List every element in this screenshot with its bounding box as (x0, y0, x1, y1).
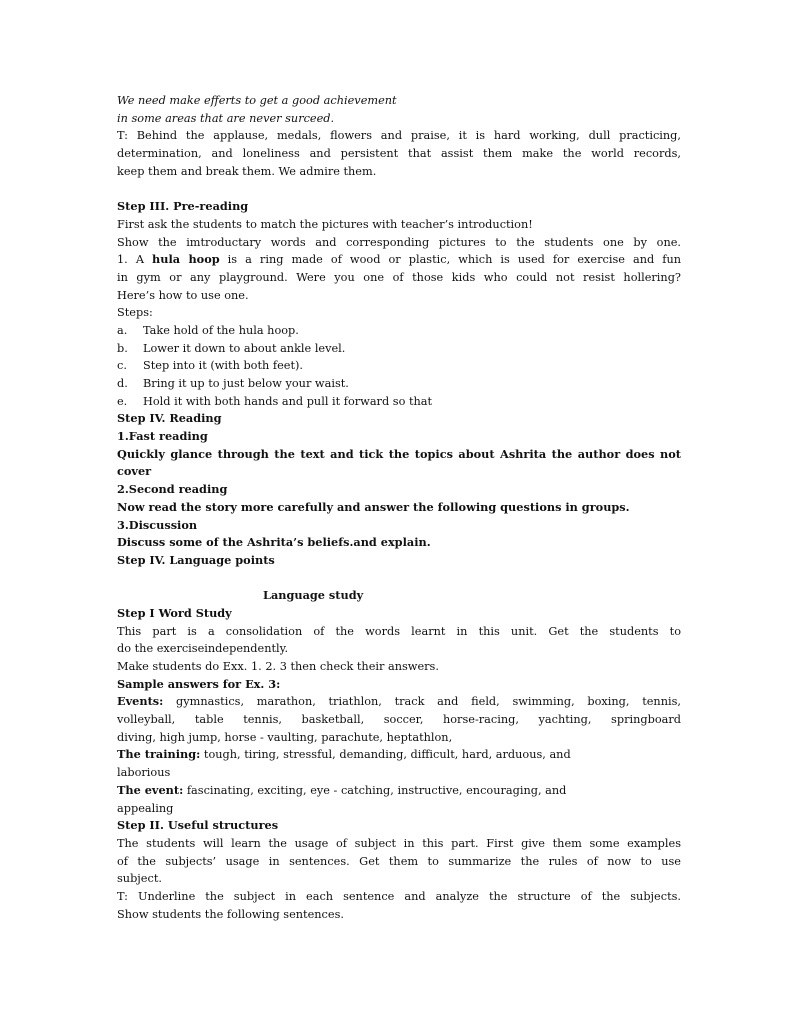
word-study-heading: Step I Word Study (117, 605, 232, 620)
step-letter: c. (117, 359, 127, 373)
step-letter: a. (117, 323, 128, 337)
fast-reading-line-2: cover (117, 464, 152, 479)
step-item (117, 375, 681, 393)
events-line-3: diving, high jump, horse - vaulting, parachute, heptathlon, (117, 730, 453, 744)
motto-line-2: in some areas that are never surceed. (117, 111, 335, 125)
discussion-text: Discuss some of the Ashrita’s beliefs.and explain. (117, 535, 431, 550)
step-item (117, 340, 681, 358)
training-label: The training: (117, 747, 201, 762)
hula-hoop-line-2: in gym or any playground. Were you one of those kids who could not resist hollering? (117, 270, 681, 284)
step-letter: d. (117, 377, 128, 390)
fast-reading-heading: 1.Fast reading (117, 429, 208, 444)
fast-reading-line-1: Quickly glance through the text and tick the topics about Ashrita the author does not (117, 446, 681, 461)
event-text: fascinating, exciting, eye - catching, instructive, encouraging, and (183, 783, 567, 797)
structures-line-3: subject. (117, 872, 162, 886)
hula-hoop-line-3: Here’s how to use one. (117, 288, 249, 302)
hula-pre: 1. A (117, 253, 153, 267)
event-line-2: appealing (117, 801, 174, 815)
structures-line-5: Show students the following sentences. (117, 907, 344, 921)
step-item (117, 322, 681, 340)
events-text: gymnastics, marathon, triathlon, track and field, swimming, boxing, tennis, (163, 695, 681, 709)
step-text: Take hold of the hula hoop. (143, 323, 299, 337)
second-reading-text: Now read the story more carefully and answer the following questions in groups. (117, 499, 630, 514)
training-line-1 (117, 746, 681, 764)
word-study-line-2: do the exerciseindependently. (117, 642, 289, 656)
structures-line-2: of the subjects’ usage in sentences. Get them to summarize the rules of now to use (117, 854, 681, 868)
teacher-line-1: T: Behind the applause, medals, flowers and praise, it is hard working, dull practicing, (117, 129, 681, 143)
motto-line-1: We need make efferts to get a good achievement (117, 94, 397, 107)
step-text: Hold it with both hands and pull it forward so that (143, 394, 433, 408)
event-line-1 (117, 782, 681, 800)
teacher-line-3: keep them and break them. We admire them. (117, 164, 377, 178)
document-page (117, 92, 681, 923)
hula-term: hula hoop (152, 252, 220, 267)
events-label: Events: (117, 694, 164, 709)
step-item (117, 357, 681, 375)
step4-heading: Step IV. Reading (117, 411, 222, 426)
second-reading-heading: 2.Second reading (117, 482, 228, 497)
useful-structures-heading: Step II. Useful structures (117, 818, 279, 833)
structures-line-4: T: Underline the subject in each sentence and analyze the structure of the subjects. (117, 889, 681, 903)
language-points-heading: Step IV. Language points (117, 552, 275, 567)
teacher-line-2: determination, and loneliness and persistent that assist them make the world records, (117, 147, 681, 161)
step-item (117, 393, 681, 411)
training-line-2: laborious (117, 766, 171, 780)
hula-post: is a ring made of wood or plastic, which is used for exercise and fun (219, 253, 681, 267)
structures-line-1: The students will learn the usage of subject in this part. First give them some examples (117, 836, 681, 850)
sample-answers-heading: Sample answers for Ex. 3: (117, 676, 281, 691)
step3-line-1: First ask the students to match the pictures with teacher’s introduction! (117, 217, 533, 231)
language-study-title: Language study (263, 588, 364, 603)
event-label: The event: (117, 782, 184, 797)
step-letter: e. (117, 394, 128, 408)
step-text: Step into it (with both feet). (143, 359, 303, 373)
spacer (117, 570, 681, 588)
step3-line-2: Show the imtroductary words and corresponding pictures to the students one by one. (117, 235, 681, 249)
spacer (117, 180, 681, 198)
steps-label: Steps: (117, 306, 153, 320)
hula-hoop-line-1 (117, 251, 681, 269)
word-study-line-1: This part is a consolidation of the words learnt in this unit. Get the students to (117, 624, 681, 638)
step-text: Lower it down to about ankle level. (143, 341, 346, 355)
discussion-heading: 3.Discussion (117, 517, 198, 532)
events-line-2: volleyball, table tennis, basketball, soccer, horse-racing, yachting, springboard (117, 713, 681, 727)
word-study-line-3: Make students do Exx. 1. 2. 3 then check their answers. (117, 660, 439, 673)
events-line-1 (117, 693, 681, 711)
step-letter: b. (117, 341, 128, 355)
step3-heading: Step III. Pre-reading (117, 199, 249, 214)
training-text: tough, tiring, stressful, demanding, difficult, hard, arduous, and (200, 748, 571, 762)
step-text: Bring it up to just below your waist. (143, 377, 349, 390)
